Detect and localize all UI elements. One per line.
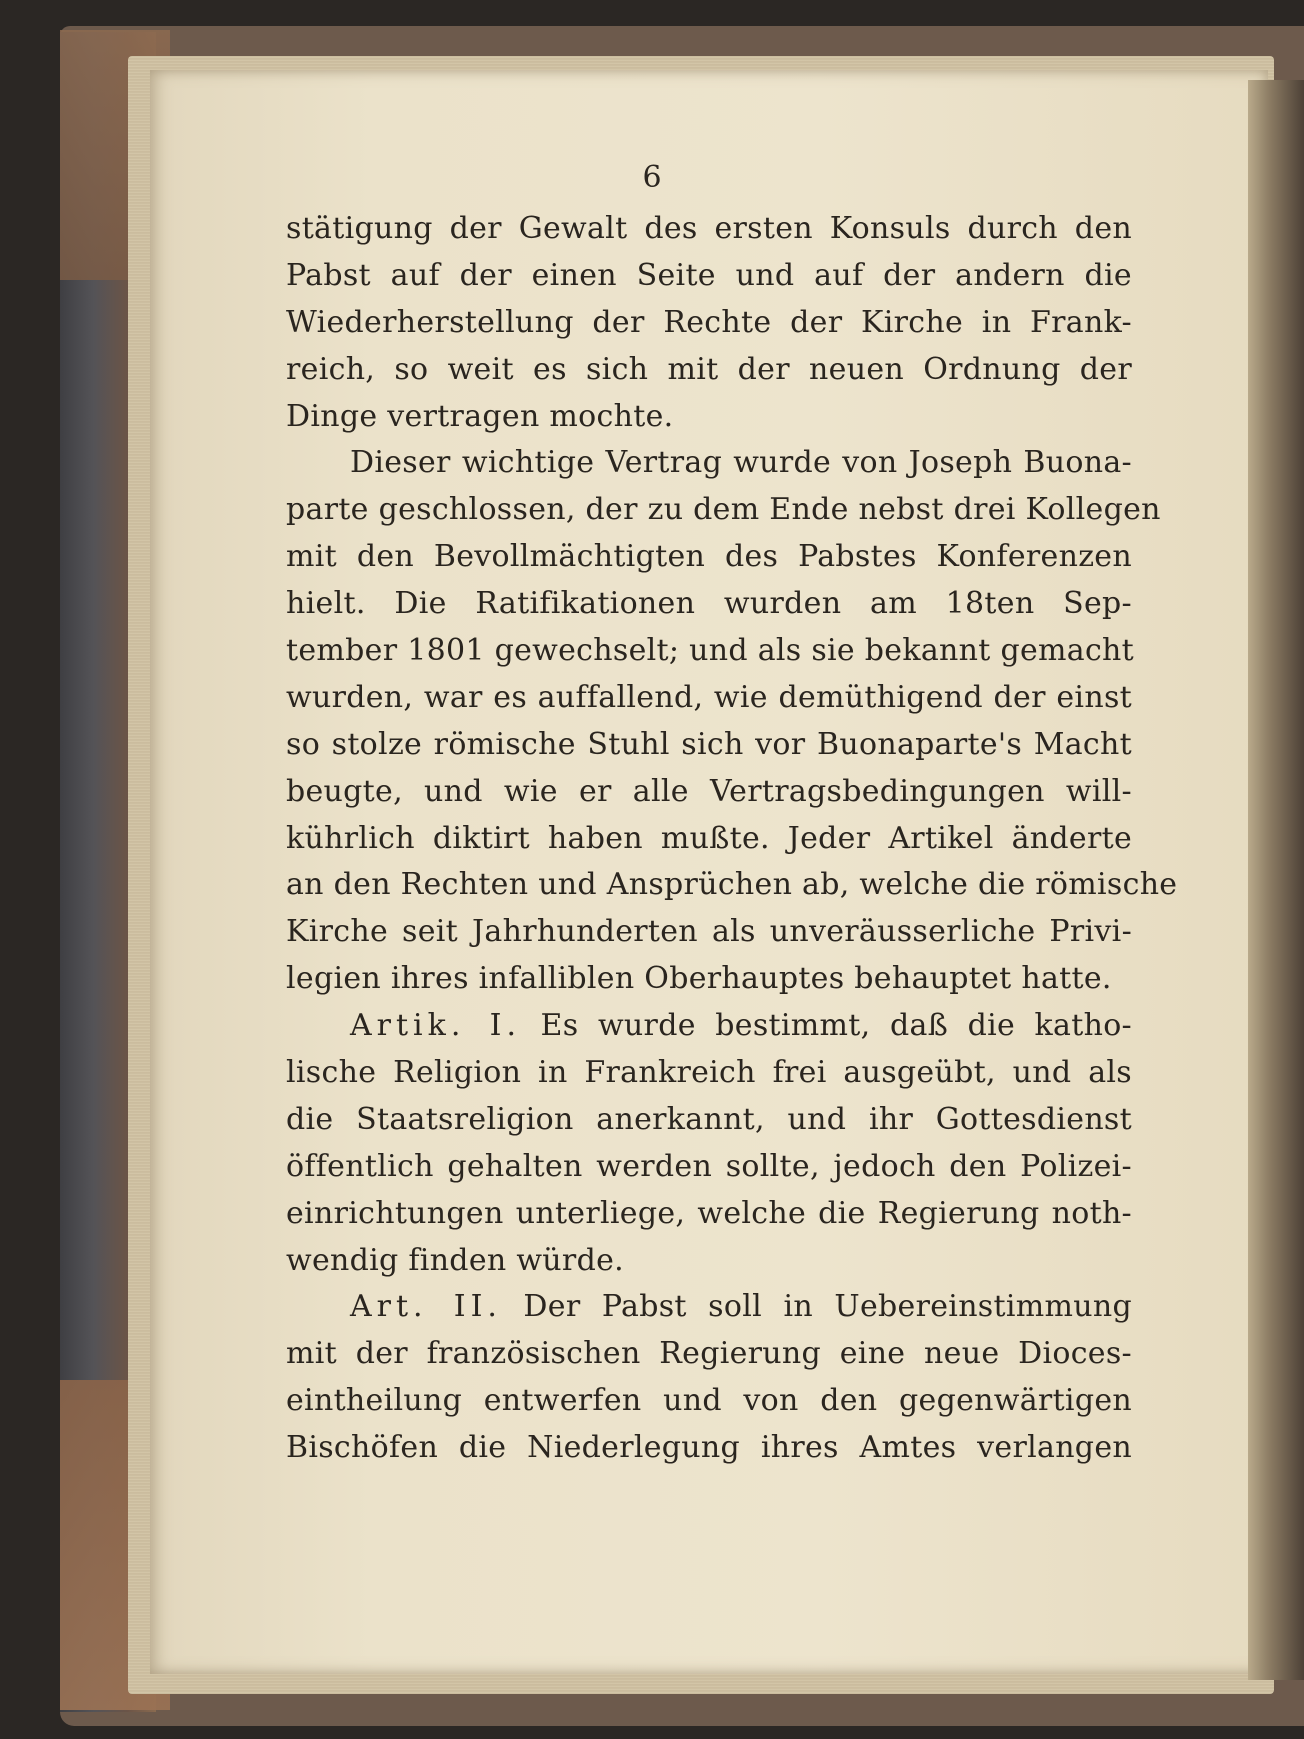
text-line: die Staatsreligion anerkannt, und ihr Gottesdienst: [286, 1101, 1132, 1137]
page-gutter: [1248, 80, 1304, 1680]
article-label: Artik. I.: [350, 1008, 521, 1044]
text-line: so stolze römische Stuhl sich vor Buonaparte's Macht: [286, 726, 1132, 762]
text-line: kührlich diktirt haben mußte. Jeder Artikel änderte: [286, 820, 1132, 856]
text-line: mit der französischen Regierung eine neue Dioces-: [286, 1336, 1132, 1372]
text-line: wendig finden würde.: [286, 1242, 624, 1278]
text-line: öffentlich gehalten werden sollte, jedoch den Polizei-: [286, 1148, 1132, 1184]
text-line: Pabst auf der einen Seite und auf der andern die: [286, 257, 1132, 293]
text-line: an den Rechten und Ansprüchen ab, welche die römische: [286, 867, 1178, 903]
text-line: tember 1801 gewechselt; und als sie bekannt gemacht: [286, 633, 1135, 669]
text-line: hielt. Die Ratifikationen wurden am 18ten Sep-: [286, 586, 1132, 622]
text-line: Der Pabst soll in Uebereinstimmung: [523, 1289, 1132, 1325]
article-line: [286, 1003, 1132, 1050]
text-line: lische Religion in Frankreich frei ausgeübt, und als: [286, 1055, 1132, 1091]
text-line: einrichtungen unterliege, welche die Regierung noth-: [286, 1195, 1132, 1231]
text-line: Kirche seit Jahrhunderten als unveräusserliche Privi-: [286, 914, 1132, 950]
text-line: parte geschlossen, der zu dem Ende nebst drei Kollegen: [286, 492, 1161, 528]
text-line: reich, so weit es sich mit der neuen Ordnung der: [286, 351, 1132, 387]
text-line: wurden, war es auffallend, wie demüthigend der einst: [286, 679, 1132, 715]
text-line: Bischöfen die Niederlegung ihres Amtes verlangen: [286, 1430, 1132, 1466]
text-line: eintheilung entwerfen und von den gegenwärtigen: [286, 1383, 1132, 1419]
text-line: stätigung der Gewalt des ersten Konsuls durch den: [286, 211, 1132, 246]
article-label: Art. II.: [350, 1289, 502, 1325]
text-line: Dinge vertragen mochte.: [286, 398, 674, 434]
text-line: Wiederherstellung der Rechte der Kirche in Frank-: [286, 304, 1132, 340]
text-line: legien ihres infalliblen Oberhauptes behauptet hatte.: [286, 961, 1112, 997]
text-line: Dieser wichtige Vertrag wurde von Joseph Buona-: [350, 445, 1132, 481]
body-text: [286, 206, 1178, 1472]
text-line: beugte, und wie er alle Vertragsbedingungen will-: [286, 773, 1132, 809]
text-line: mit den Bevollmächtigten des Pabstes Konferenzen: [286, 539, 1132, 575]
page-number: 6: [642, 160, 662, 195]
article-line: [286, 1284, 1132, 1331]
text-line: Es wurde bestimmt, daß die katho-: [540, 1008, 1132, 1044]
